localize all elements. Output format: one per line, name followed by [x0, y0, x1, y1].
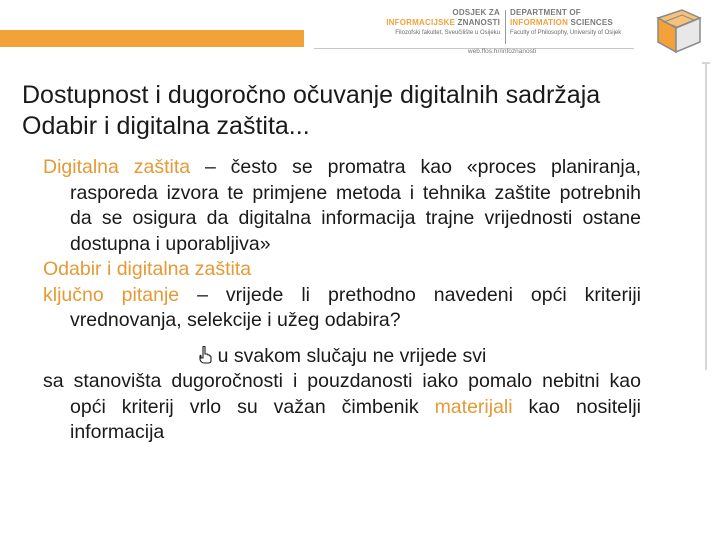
slide-title: [22, 80, 702, 142]
answer-line: [43, 344, 641, 370]
right-decorative-rule: [705, 62, 707, 370]
department-name-hr: [386, 8, 500, 38]
definition-paragraph: [43, 155, 641, 257]
dept-hr-line2: [386, 18, 500, 28]
header-accent-bar: [0, 30, 304, 47]
title-line-2: Odabir i digitalna zaštita...: [22, 112, 310, 140]
slide-content: [43, 155, 641, 446]
department-name-en: [510, 8, 638, 38]
conclusion-text: sa stanovišta dugoročnosti i pouzdanosti iako pomalo nebitni kao opći kriterij vrlo su važan čimbenik: [43, 370, 641, 418]
dept-hr-line1: ODSJEK ZA: [452, 8, 500, 17]
title-line-1: Dostupnost i dugoročno očuvanje digitalnih sadržaja: [22, 81, 601, 109]
subheading-selection: Odabir i digitalna zaštita: [43, 258, 252, 280]
dept-en-line2-a: INFORMATION: [510, 18, 571, 27]
definition-text: – često se promatra kao «proces planiranja, rasporeda izvora te primjene metoda i tehnika zaštite potrebnih da se osigura da digitalna informacija trajne vrijednosti ostane dostupna i uporabljiva»: [70, 156, 642, 255]
department-logo: [386, 8, 638, 60]
dept-en-line1: DEPARTMENT OF: [510, 8, 581, 17]
cube-logo-icon: [650, 6, 706, 56]
key-question-text: – vrijede li prethodno navedeni opći kriteriji vrednovanja, selekcije i užeg odabira?: [70, 283, 641, 331]
dept-hr-line3: Filozofski fakultet, Sveučilište u Osijeku: [395, 30, 500, 36]
term-key-question: ključno pitanje: [43, 283, 180, 306]
answer-text: u svakom slučaju ne vrijede svi: [217, 344, 487, 367]
term-materials: materijali: [434, 395, 513, 418]
subheading-paragraph: [43, 257, 641, 283]
dept-en-line2-b: SCIENCES: [570, 18, 613, 27]
pointing-hand-icon: [198, 346, 212, 364]
dept-hr-line2-a: INFORMACIJSKE: [386, 18, 458, 27]
key-question-paragraph: [43, 283, 641, 334]
conclusion-paragraph: [43, 369, 641, 446]
term-digital-preservation: Digitalna zaštita: [43, 156, 191, 178]
conclusion-tail: kao nositelji informacija: [70, 395, 641, 443]
dept-hr-line2-b: ZNANOSTI: [457, 18, 500, 27]
dept-en-line3: Faculty of Philosophy, University of Osijek: [510, 30, 622, 36]
dept-en-line2: [510, 18, 638, 28]
logo-separator: [505, 10, 506, 44]
department-url: web.ffos.hr/infoznanosti: [467, 48, 537, 55]
